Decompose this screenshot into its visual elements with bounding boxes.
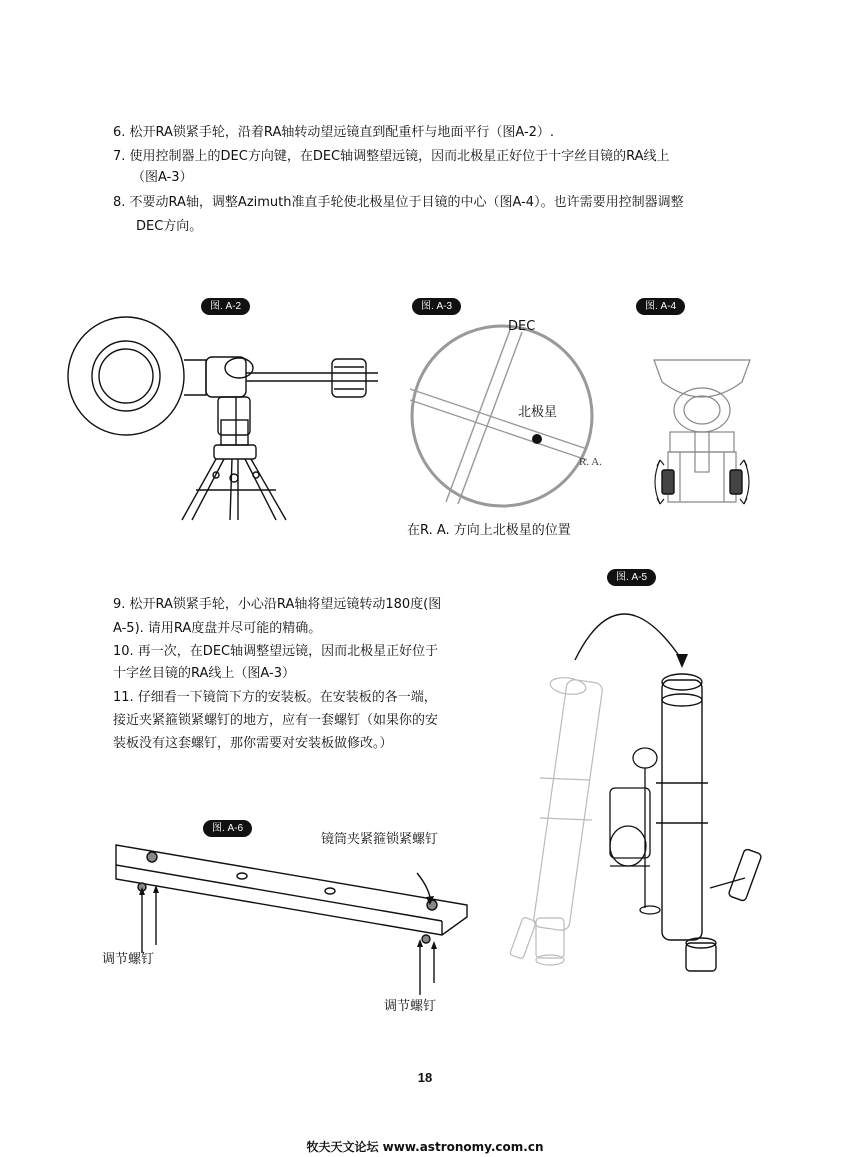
step-9-cont: A-5). 请用RA度盘并尽可能的精确。: [113, 621, 322, 636]
figure-a3-reticle: [402, 334, 602, 534]
step-8-cont: DEC方向。: [136, 219, 203, 234]
figure-a4-badge: 图. A-4: [636, 298, 685, 315]
step-11: 11. 仔细看一下镜筒下方的安装板。在安装板的各一端，: [113, 690, 437, 705]
figure-a3-dec-label: DEC: [508, 319, 536, 334]
figure-a2-drawing: [66, 315, 386, 535]
figure-a3-star-label: 北极星: [518, 405, 558, 420]
figure-a6-tube-screw-label: 镜筒夹紧箍锁紧螺钉: [321, 832, 439, 847]
polaris-dot: [532, 434, 542, 444]
figure-a6-drawing: [112, 835, 472, 985]
figure-a6-adjust-left-label: 调节螺钉: [102, 952, 155, 967]
figure-a2-badge: 图. A-2: [201, 298, 250, 315]
figure-a6-badge: 图. A-6: [203, 820, 252, 837]
page-number: 18: [417, 1070, 433, 1085]
step-6: 6. 松开RA锁紧手轮，沿着RA轴转动望远镜直到配重杆与地面平行（图A-2）.: [113, 125, 555, 140]
figure-a4-drawing: [650, 352, 760, 522]
footer-forum-link: 牧夫天文论坛 www.astronomy.com.cn: [306, 1140, 544, 1154]
figure-a6-adjust-right-label: 调节螺钉: [384, 999, 437, 1014]
step-10: 10. 再一次，在DEC轴调整望远镜，因而北极星正好位于: [113, 644, 439, 659]
step-9: 9. 松开RA锁紧手轮，小心沿RA轴将望远镜转动180度(图: [113, 597, 442, 612]
step-7-cont: （图A-3）: [132, 170, 193, 185]
figure-a3-caption: 在R. A. 方向上北极星的位置: [407, 523, 571, 538]
figure-a3-badge: 图. A-3: [412, 298, 461, 315]
figure-a5-drawing: [510, 588, 810, 973]
step-11-cont2: 装板没有这套螺钉，那你需要对安装板做修改。）: [113, 736, 393, 751]
step-10-cont: 十字丝目镜的RA线上（图A-3）: [113, 666, 295, 681]
figure-a5-badge: 图. A-5: [607, 569, 656, 586]
step-8: 8. 不要动RA轴，调整Azimuth准直手轮使北极星位于目镜的中心（图A-4）。也许需要用控制器调整: [113, 195, 684, 210]
step-7: 7. 使用控制器上的DEC方向键，在DEC轴调整望远镜，因而北极星正好位于十字丝目镜的RA线上: [113, 149, 670, 164]
step-11-cont1: 接近夹紧箍锁紧螺钉的地方，应有一套螺钉（如果你的安: [113, 713, 439, 728]
figure-a3-ra-label: R. A.: [579, 456, 602, 468]
